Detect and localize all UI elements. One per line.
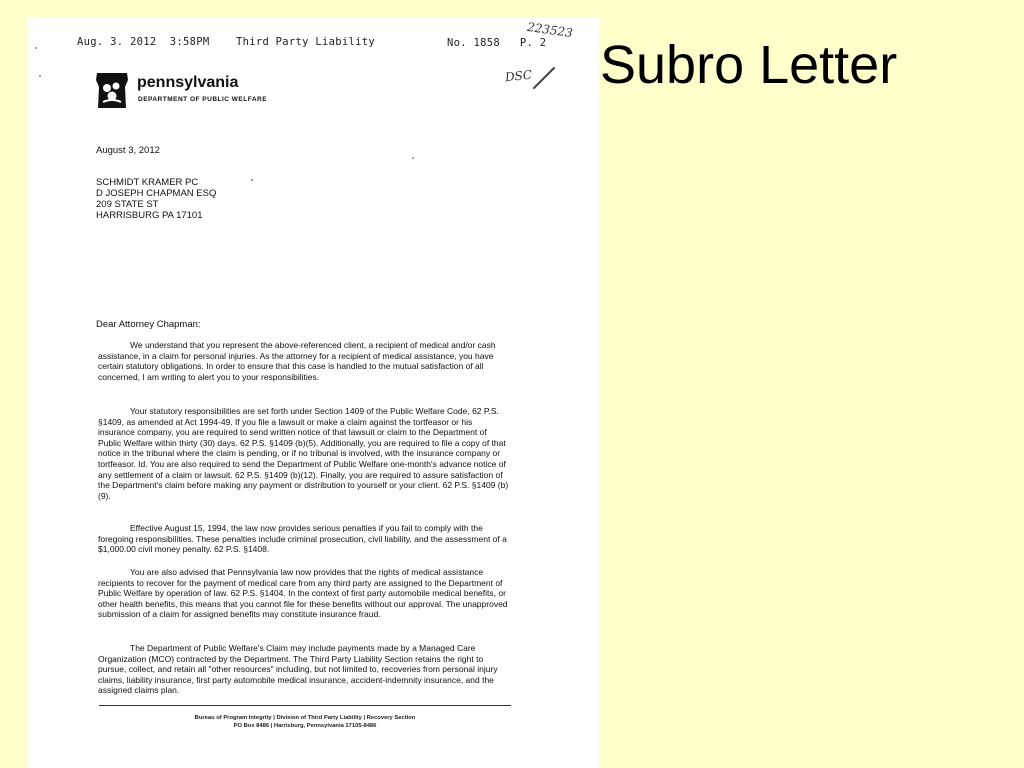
handwritten-check-mark	[533, 67, 556, 90]
footer-line: PO Box 8486 | Harrisburg, Pennsylvania 17105-8486	[233, 723, 377, 729]
scan-speck	[39, 75, 41, 77]
body-paragraph: We understand that you represent the above-referenced client, a recipient of medical and/or cash assistance, in a claim for personal injuries. As the attorney for a recipient of medical assistance, you have certain statutory obligations. In order to ensure that this case is handled to the mutual satisfaction of all concerned, I am writing to alert you to your responsibilities.	[98, 340, 496, 382]
address-line: SCHMIDT KRAMER PC	[96, 177, 199, 188]
fax-number: No. 1858	[447, 37, 500, 49]
footer-line: Bureau of Program Integrity | Division of Third Party Liability | Recovery Section	[194, 715, 416, 721]
keystone-logo-icon	[95, 72, 129, 109]
body-paragraph: The Department of Public Welfare's Claim may include payments made by a Managed Care Organization (MCO) contracted by the Department. The Third Party Liability Section retains the right to pursue, collect, and retain all "other resources" including, but not limited to, recoveries from personal injury claims, liability insurance, first party automobile medical insurance, accident-indemnity insurance, and the assigned claims plan.	[98, 643, 498, 696]
footer-divider	[99, 705, 511, 706]
fax-time: 3:58PM	[169, 36, 210, 48]
scan-speck	[251, 179, 253, 181]
letter-date: August 3, 2012	[96, 145, 160, 156]
scan-speck	[412, 157, 414, 159]
letterhead-name: pennsylvania	[137, 74, 239, 91]
slide-title: Subro Letter	[600, 35, 898, 95]
address-line: HARRISBURG PA 17101	[96, 210, 203, 221]
body-paragraph: Your statutory responsibilities are set forth under Section 1409 of the Public Welfare Code, 62 P.S. §1409, as amended at Act 1994-49. If you file a lawsuit or make a claim against the tortfeasor or his insurance company, you are required to send written notice of that lawsuit or claim to the Department of Public Welfare within thirty (30) days. 62 P.S. §1409 (b)(5). Additionally, you are required to file a copy of that notice in the tribunal where the claim is pending, or if no tribunal is involved, with the insurance company or tortfeasor. Id. You are also required to send the Department of Public Welfare one-month's advance notice of any settlement of a claim or lawsuit. 62 P.S. §1409 (b)(12). Finally, you are required to assure satisfaction of the Department's claim before making any payment or distribution to yourself or your client. 62 P.S. §1409 (b)(9).	[98, 406, 509, 501]
scan-speck	[35, 47, 37, 49]
body-paragraph: Effective August 15, 1994, the law now provides serious penalties if you fail to comply with the foregoing responsibilities. These penalties include criminal prosecution, civil liability, and the assessment of a $1,000.00 civil money penalty. 62 P.S. §1408.	[98, 523, 507, 555]
fax-page: P. 2	[519, 37, 547, 49]
pennsylvania-letterhead	[95, 72, 335, 112]
recipient-address	[96, 177, 216, 221]
salutation: Dear Attorney Chapman:	[96, 319, 201, 330]
address-line: D JOSEPH CHAPMAN ESQ	[96, 188, 217, 199]
scanned-letter	[27, 17, 599, 768]
body-paragraph: You are also advised that Pennsylvania law now provides that the rights of medical assistance recipients to recover for the payment of medical care from any third party are assigned to the Department of Public Welfare by operation of law. 62 P.S. §1404. In the context of first party automobile medical benefits, or other health benefits, this means that you cannot file for these benefits without our approval. The unapproved submission of a claim for assigned benefits may constitute insurance fraud.	[98, 567, 508, 620]
fax-date: Aug. 3. 2012	[77, 36, 157, 48]
address-line: 209 STATE ST	[96, 199, 159, 210]
fax-sender: Third Party Liability	[235, 36, 376, 48]
letterhead-department: DEPARTMENT OF PUBLIC WELFARE	[138, 96, 268, 103]
handwritten-initials: DSC	[504, 67, 533, 85]
handwritten-number: 223523	[526, 19, 574, 41]
letter-footer	[99, 714, 511, 730]
